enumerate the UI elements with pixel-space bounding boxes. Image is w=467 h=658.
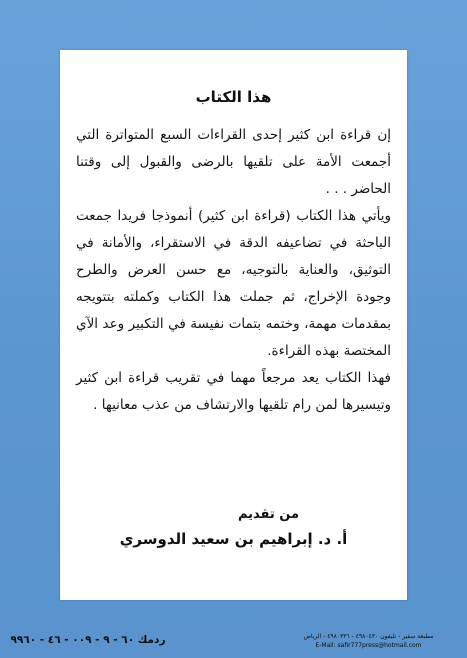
isbn-number: ردمك ٦٠ - ٩ - ٠٠٩ - ٤٦ - ٩٩٦٠ bbox=[10, 634, 166, 646]
page-title: هذا الكتاب bbox=[195, 88, 272, 106]
content-panel bbox=[60, 50, 407, 600]
paragraph-2: ويأتي هذا الكتاب (قراءة ابن كثير) أنموذجا فريدا جمعت الباحثة في تضاعيفه الدقة في الاستقراء، والأمانة في التوثيق، والعناية بالتوجيه، مع حسن العرض والطرح وجودة الإخراج، ثم جملت هذا الكتاب وكملته بتتويجه بمقدمات مهمة، وختمه بتمات نفيسة في التكبير وعد الآي المختصة بهذه القراءة. bbox=[76, 208, 391, 359]
author-name: أ. د. إبراهيم بن سعيد الدوسري bbox=[119, 530, 348, 548]
printer-email: E-Mail: safir777press@hotmail.com bbox=[315, 642, 422, 649]
printer-info bbox=[276, 632, 461, 650]
intro-label: من تقديم bbox=[237, 507, 300, 522]
description-text bbox=[76, 122, 391, 419]
printer-phone: مطبعة سفير - تليفون ٤٩٨٠٤٣٠ - ٤٩٨٠٣٣٦ - الرياض bbox=[303, 633, 434, 640]
introduction-credit bbox=[60, 507, 407, 548]
paragraph-3: فهذا الكتاب يعد مرجعاً مهما في تقريب قراءة ابن كثير وتيسيرها لمن رام تلقيها والارتشاف من عذب معانيها . bbox=[76, 370, 391, 413]
paragraph-1: إن قراءة ابن كثير إحدى القراءات السبع المتواترة التي أجمعت الأمة على تلقيها بالرضى والقبول إلى وقتنا الحاضر . . . bbox=[76, 127, 391, 197]
